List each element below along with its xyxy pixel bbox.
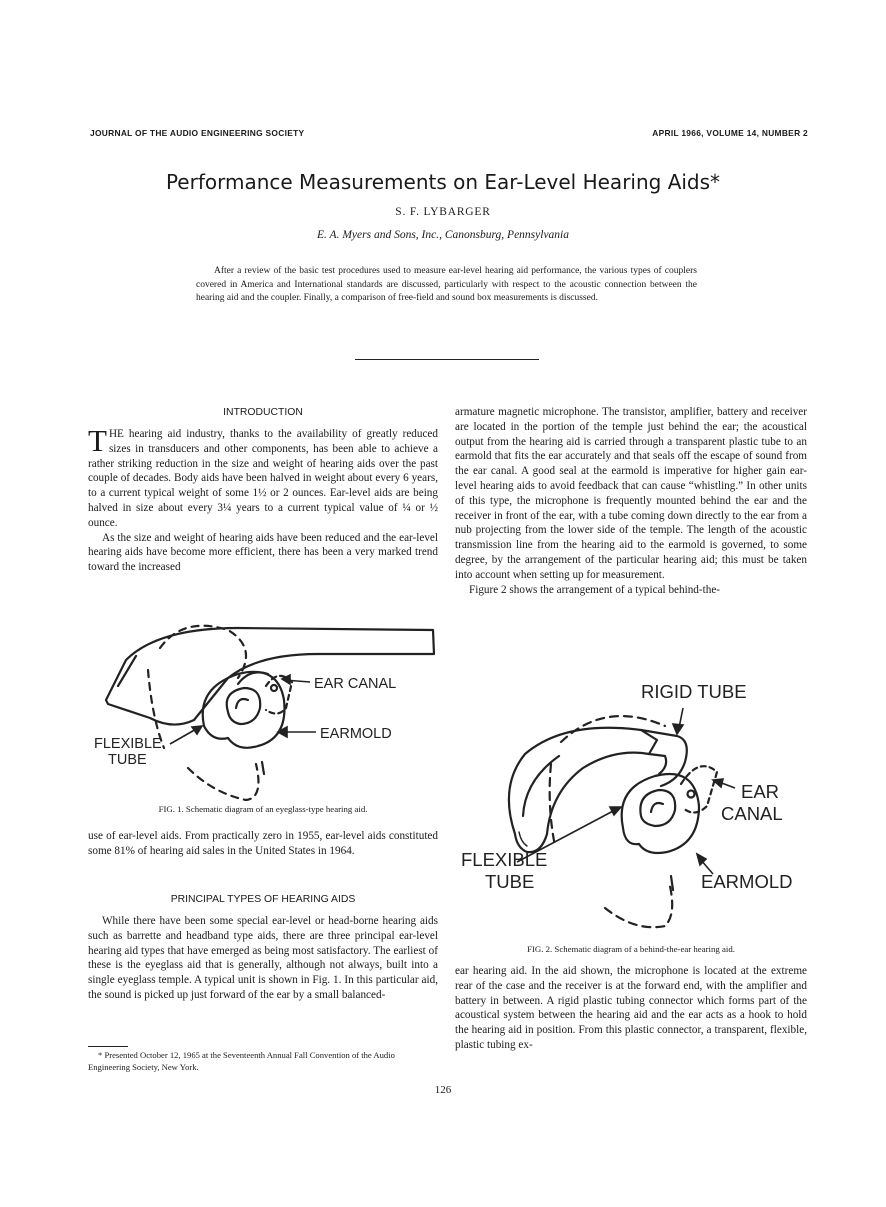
fig2-label-canal: CANAL — [721, 803, 783, 824]
intro-continuation: use of ear-level aids. From practically zero in 1955, ear-level aids constituted some 81% of hearing aid sales in the United States in 1964. — [88, 830, 438, 857]
fig2-label-ear: EAR — [741, 781, 780, 802]
author: S. F. LYBARGER — [395, 206, 491, 218]
intro-paragraph-1: HE hearing aid industry, thanks to the availability of greatly reduced sizes in transducers and other components, has been able to achieve a rather striking reduction in the size and weight of hearing aids over the past couple of decades. Body aids have been halved in weight about every 6 years, to a current typical weight of some 1½ or 2 ounces. Ear-level aids are being halved in size about every 3¼ years to a current typical value of ¼ or ½ ounce. — [88, 428, 438, 529]
issue-header: APRIL 1966, VOLUME 14, NUMBER 2 — [652, 128, 808, 138]
fig2-label-flexible: FLEXIBLE — [461, 849, 548, 870]
right-paragraph-1: armature magnetic microphone. The transistor, amplifier, battery and receiver are located in the portion of the temple just behind the ear; the acoustical output from the hearing aid is carried through a transparent plastic tube to an earmold that fits the ear accurately and that seals off the escape of sound from the ear canal. A good seal at the earmold is imperative for higher gain ear-level hearing aids to avoid feedback that can cause “whistling.” In other units of this type, the microphone is frequently mounted behind the ear and the receiver in front of the ear, with a tube coming down directly to the ear from a nub projecting from the lower side of the temple. The length of the acoustic transmission line from the hearing aid to the earmold is governed, to some degree, by the arrangement of the particular hearing aid; this must be taken into account when setting up for measurement. — [455, 406, 807, 581]
introduction-text — [88, 423, 438, 575]
title-rule — [355, 359, 539, 360]
fig1-label-tube: TUBE — [108, 752, 147, 768]
figure-1-diagram — [88, 608, 440, 808]
right-paragraph-2: Figure 2 shows the arrangement of a typical behind-the- — [469, 583, 721, 596]
footnote-rule — [88, 1046, 128, 1047]
fig2-label-tube: TUBE — [485, 871, 535, 892]
drop-cap: T — [88, 423, 107, 458]
right-column-top — [455, 405, 807, 597]
principal-types-text — [88, 914, 438, 1003]
fig2-label-earmold: EARMOLD — [701, 871, 793, 892]
fig1-label-ear-canal: EAR CANAL — [314, 676, 397, 692]
figure-1-caption: FIG. 1. Schematic diagram of an eyeglass-type hearing aid. — [158, 804, 368, 814]
paper-title: Performance Measurements on Ear-Level Hearing Aids* — [165, 170, 721, 194]
journal-header: JOURNAL OF THE AUDIO ENGINEERING SOCIETY — [90, 128, 305, 138]
affiliation: E. A. Myers and Sons, Inc., Canonsburg, Pennsylvania — [316, 229, 569, 241]
figure-2-diagram — [455, 676, 810, 940]
principal-types-heading: PRINCIPAL TYPES OF HEARING AIDS — [170, 894, 356, 905]
abstract: After a review of the basic test procedures used to measure ear-level hearing aid performance, the various types of couplers covered in America and International standards are discussed, particularly with respect to the acoustic connection between the hearing aid and the coupler. Finally, a comparison of free-field and sound box measurements is discussed. — [196, 266, 697, 303]
introduction-heading: INTRODUCTION — [223, 407, 303, 418]
fig1-label-flexible: FLEXIBLE — [94, 736, 162, 752]
figure-2-caption: FIG. 2. Schematic diagram of a behind-the-ear hearing aid. — [527, 944, 735, 954]
fig1-label-earmold: EARMOLD — [320, 726, 392, 742]
intro-paragraph-2: As the size and weight of hearing aids have been reduced and the ear-level hearing aids have become more efficient, there has been a very marked trend toward the increased — [88, 531, 438, 574]
fig2-label-rigid-tube: RIGID TUBE — [641, 681, 747, 702]
right-column-bottom: ear hearing aid. In the aid shown, the microphone is located at the extreme rear of the case and the receiver is at the forward end, with the amplifier and battery in between. A rigid plastic tubing connector which forms part of the acoustical system between the hearing aid and the ear acts as a hook to hold the hearing aid in position. From this plastic connector, a transparent, flexible, plastic tubing ex- — [455, 965, 807, 1051]
principal-paragraph-1: While there have been some special ear-level or head-borne hearing aids such as barrette and headband type aids, there are three principal ear-level hearing aid types that have emerged as being most satisfactory. The earliest of these is the eyeglass aid that is generally, although not always, built into a single eyeglass temple. A typical unit is shown in Fig. 1. In this particular aid, the sound is picked up just forward of the ear by a small balanced- — [88, 915, 438, 1001]
footnote: * Presented October 12, 1965 at the Seventeenth Annual Fall Convention of the Audio Engineering Society, New York. — [88, 1050, 395, 1072]
page-number: 126 — [434, 1084, 452, 1096]
